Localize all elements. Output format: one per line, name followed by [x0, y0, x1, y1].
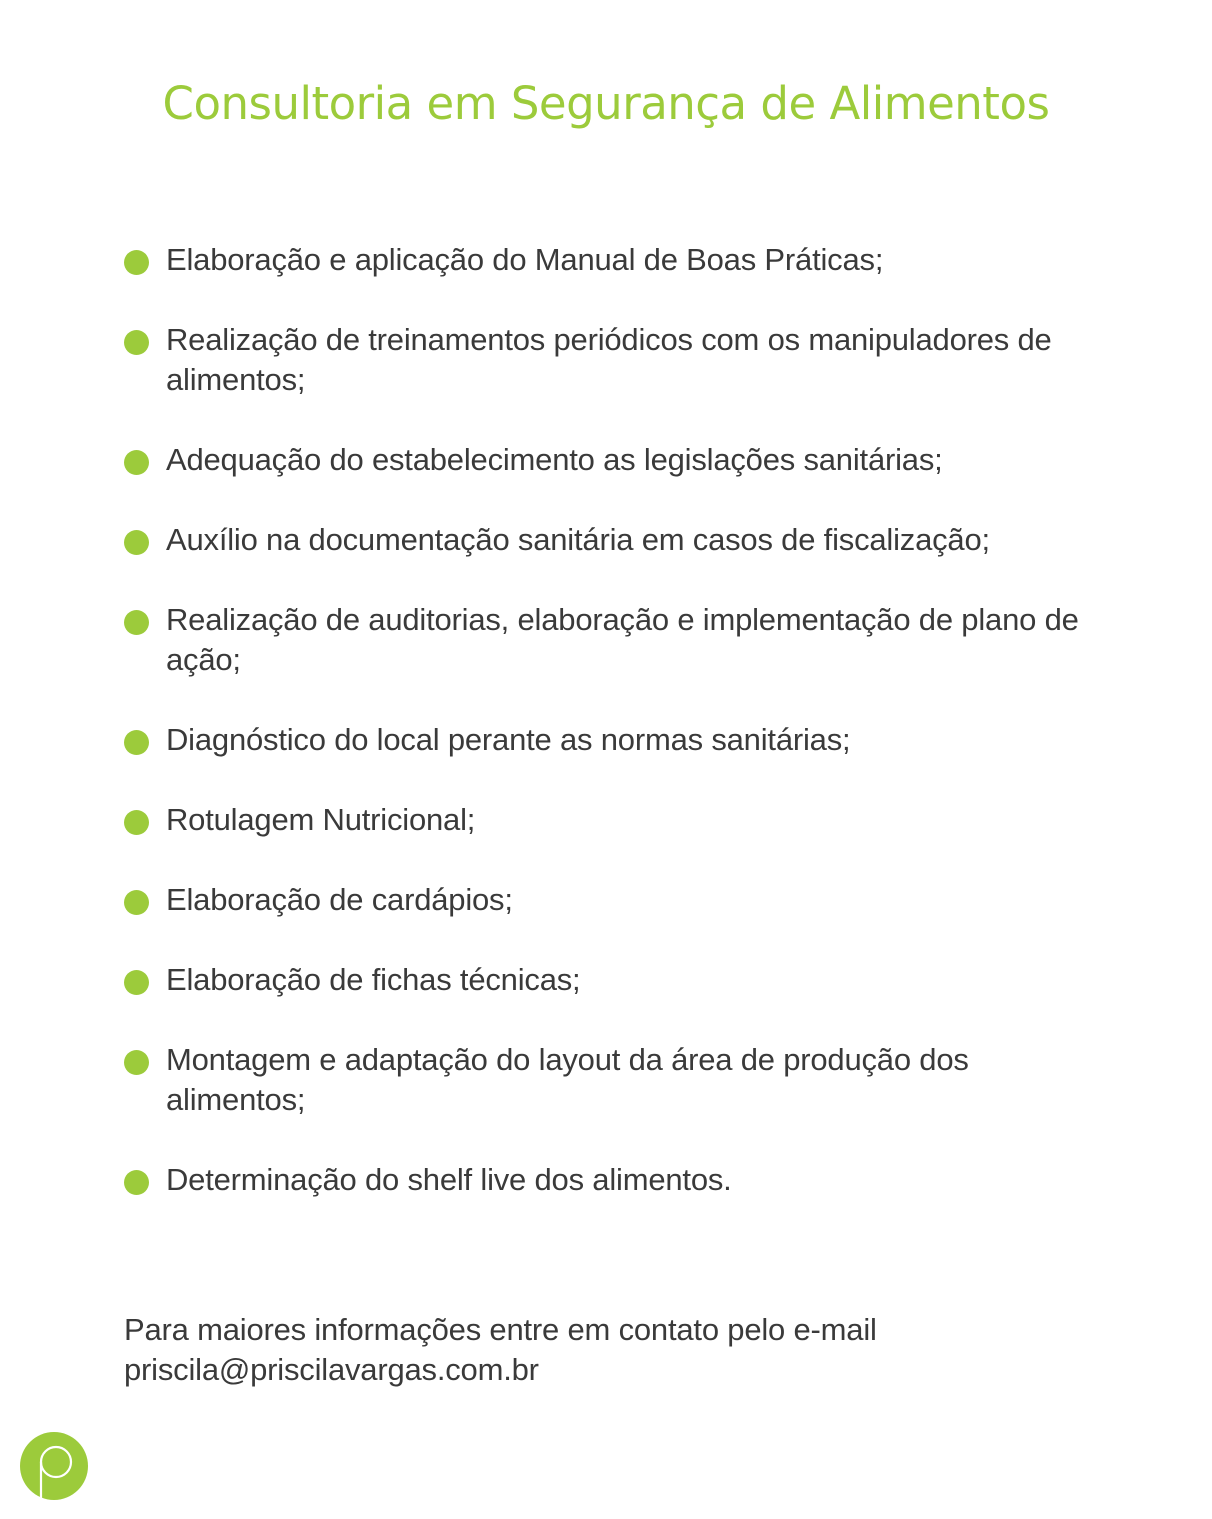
page-title: Consultoria em Segurança de Alimentos: [162, 77, 1050, 130]
bullet-icon: [124, 1050, 149, 1075]
list-item-text: Diagnóstico do local perante as normas sanitárias;: [166, 722, 851, 757]
bullet-icon: [124, 530, 149, 555]
bullet-icon: [124, 890, 149, 915]
logo-circle: [20, 1432, 88, 1500]
bullet-icon: [124, 730, 149, 755]
list-item-text: Montagem e adaptação do layout da área de produção dos alimentos;: [166, 1042, 969, 1117]
contact-text: Para maiores informações entre em contato pelo e-mail: [124, 1312, 877, 1347]
contact-info: [124, 1310, 1024, 1390]
list-item-text: Elaboração de fichas técnicas;: [166, 962, 581, 997]
bullet-icon: [124, 330, 149, 355]
list-item-text: Auxílio na documentação sanitária em casos de fiscalização;: [166, 522, 990, 557]
bullet-icon: [124, 1170, 149, 1195]
list-item-text: Adequação do estabelecimento as legislações sanitárias;: [166, 442, 943, 477]
logo-icon: [20, 1432, 88, 1500]
list-item-text: Elaboração e aplicação do Manual de Boas Práticas;: [166, 242, 884, 277]
bullet-icon: [124, 610, 149, 635]
bullet-icon: [124, 450, 149, 475]
bullet-icon: [124, 970, 149, 995]
list-item-text: Realização de treinamentos periódicos com os manipuladores de alimentos;: [166, 322, 1052, 397]
list-item-text: Realização de auditorias, elaboração e implementação de plano de ação;: [166, 602, 1079, 677]
contact-email-link[interactable]: priscila@priscilavargas.com.br: [124, 1352, 539, 1387]
bullet-icon: [124, 250, 149, 275]
bullet-icon: [124, 810, 149, 835]
list-item-text: Rotulagem Nutricional;: [166, 802, 476, 837]
list-item-text: Elaboração de cardápios;: [166, 882, 513, 917]
list-item-text: Determinação do shelf live dos alimentos.: [166, 1162, 732, 1197]
